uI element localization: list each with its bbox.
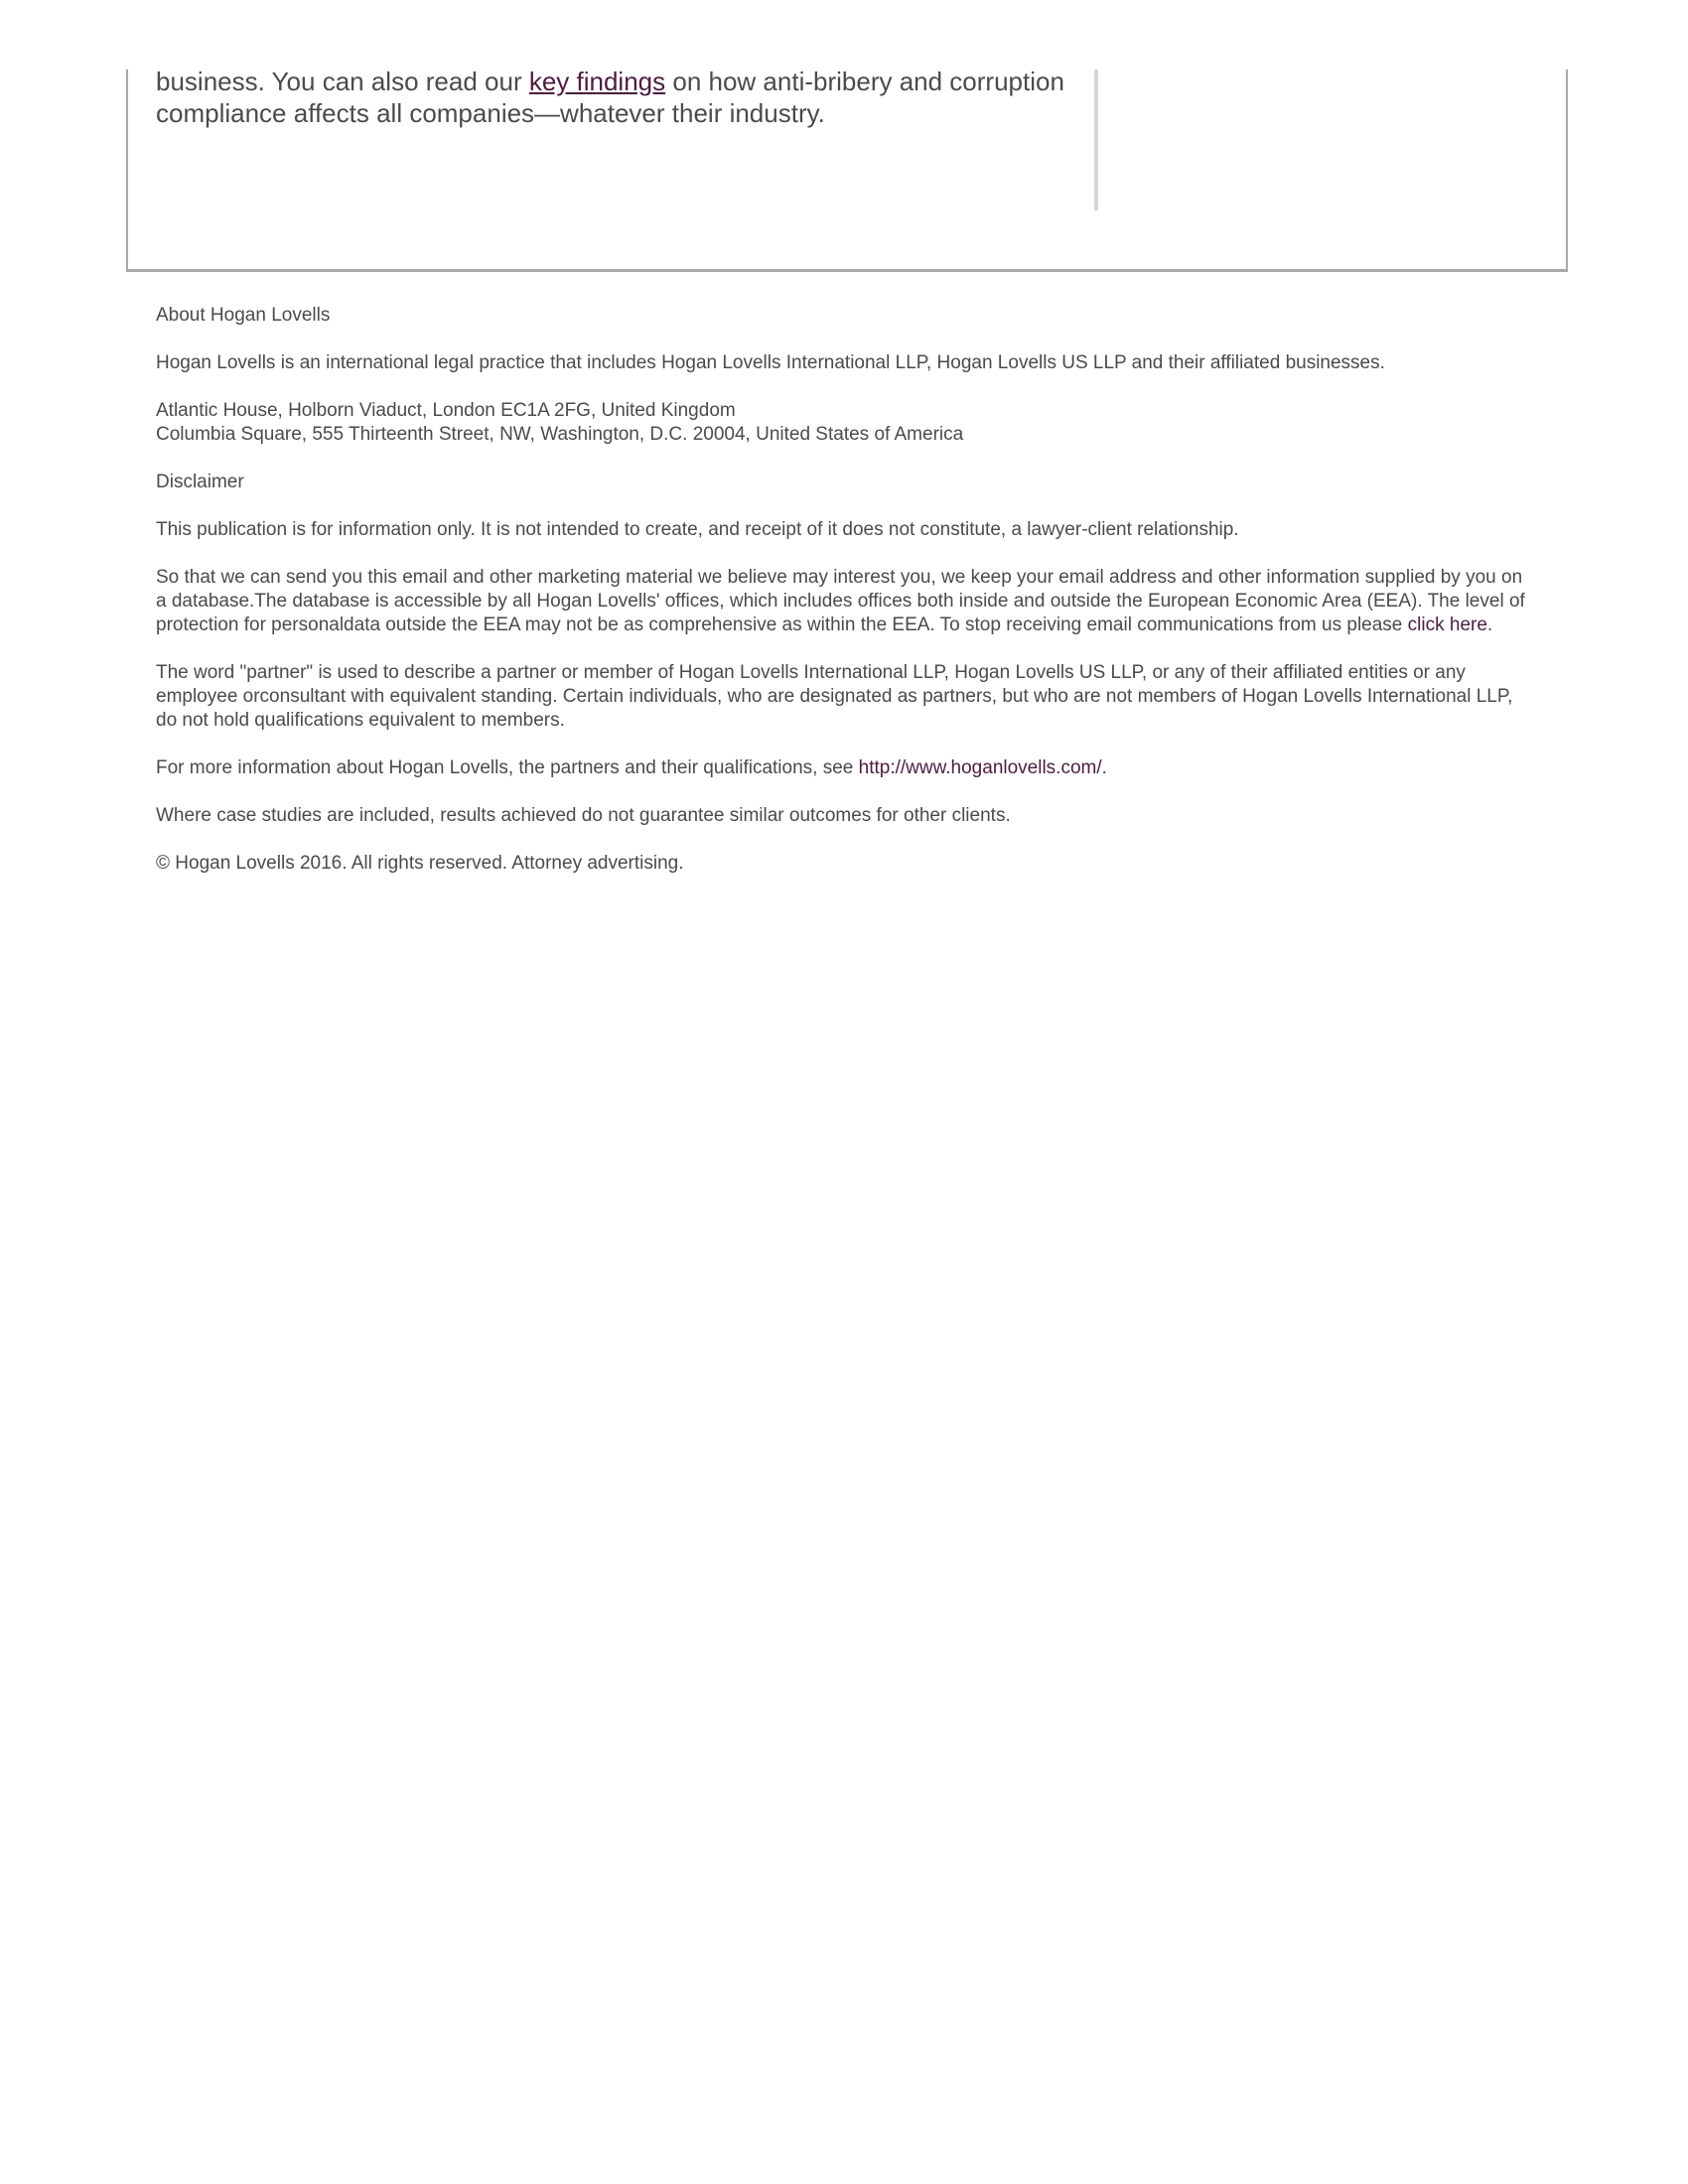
- key-findings-link[interactable]: key findings: [528, 67, 666, 96]
- about-heading: About Hogan Lovells: [156, 305, 331, 326]
- privacy-end: .: [1486, 614, 1493, 635]
- intro-paragraph: [156, 66, 1079, 129]
- address-washington: Columbia Square, 555 Thirteenth Street, NW, Washington, D.C. 20004, United States of America: [156, 424, 964, 445]
- website-link[interactable]: http://www.hoganlovells.com/: [858, 757, 1102, 778]
- copyright-text: © Hogan Lovells 2016. All rights reserved. Attorney advertising.: [156, 853, 684, 874]
- more-info-paragraph: [156, 756, 1531, 780]
- privacy-paragraph: [156, 566, 1531, 637]
- footer: [156, 304, 1531, 899]
- more-info-end: .: [1101, 757, 1107, 778]
- case-studies-text: Where case studies are included, results achieved do not guarantee similar outcomes for other clients.: [156, 805, 1011, 826]
- address-london: Atlantic House, Holborn Viaduct, London EC1A 2FG, United Kingdom: [156, 400, 736, 421]
- disclaimer-text: This publication is for information only. It is not intended to create, and receipt of it does not constitute, a lawyer-client relationship.: [156, 519, 1239, 540]
- intro-text-after: on how anti-bribery and corruption compliance affects all companies—whatever their industry.: [156, 67, 1064, 128]
- column-divider: [1094, 69, 1098, 210]
- partner-text: The word "partner" is used to describe a partner or member of Hogan Lovells International LLP, Hogan Lovells US LLP, or any of their affiliated entities or any employee orconsultant with equivalent standing. Certain individuals, who are designated as partners, but who are not members of Hogan Lovells International LLP, do not hold qualifications equivalent to members.: [156, 662, 1513, 731]
- intro-text-before: business. You can also read our: [156, 67, 529, 96]
- more-info-text: For more information about Hogan Lovells, the partners and their qualifications, see: [156, 757, 859, 778]
- privacy-text: So that we can send you this email and other marketing material we believe may interest you, we keep your email address and other information supplied by you on a database.The database is accessible by all Hogan Lovells' offices, which includes offices both inside and outside the European Economic Area (EEA). The level of protection for personaldata outside the EEA may not be as comprehensive as within the EEA. To stop receiving email communications from us please: [156, 567, 1525, 635]
- disclaimer-heading: Disclaimer: [156, 472, 244, 492]
- about-text: Hogan Lovells is an international legal practice that includes Hogan Lovells International LLP, Hogan Lovells US LLP and their affiliated businesses.: [156, 352, 1385, 373]
- unsubscribe-link[interactable]: click here: [1407, 614, 1487, 635]
- addresses: [156, 399, 1531, 447]
